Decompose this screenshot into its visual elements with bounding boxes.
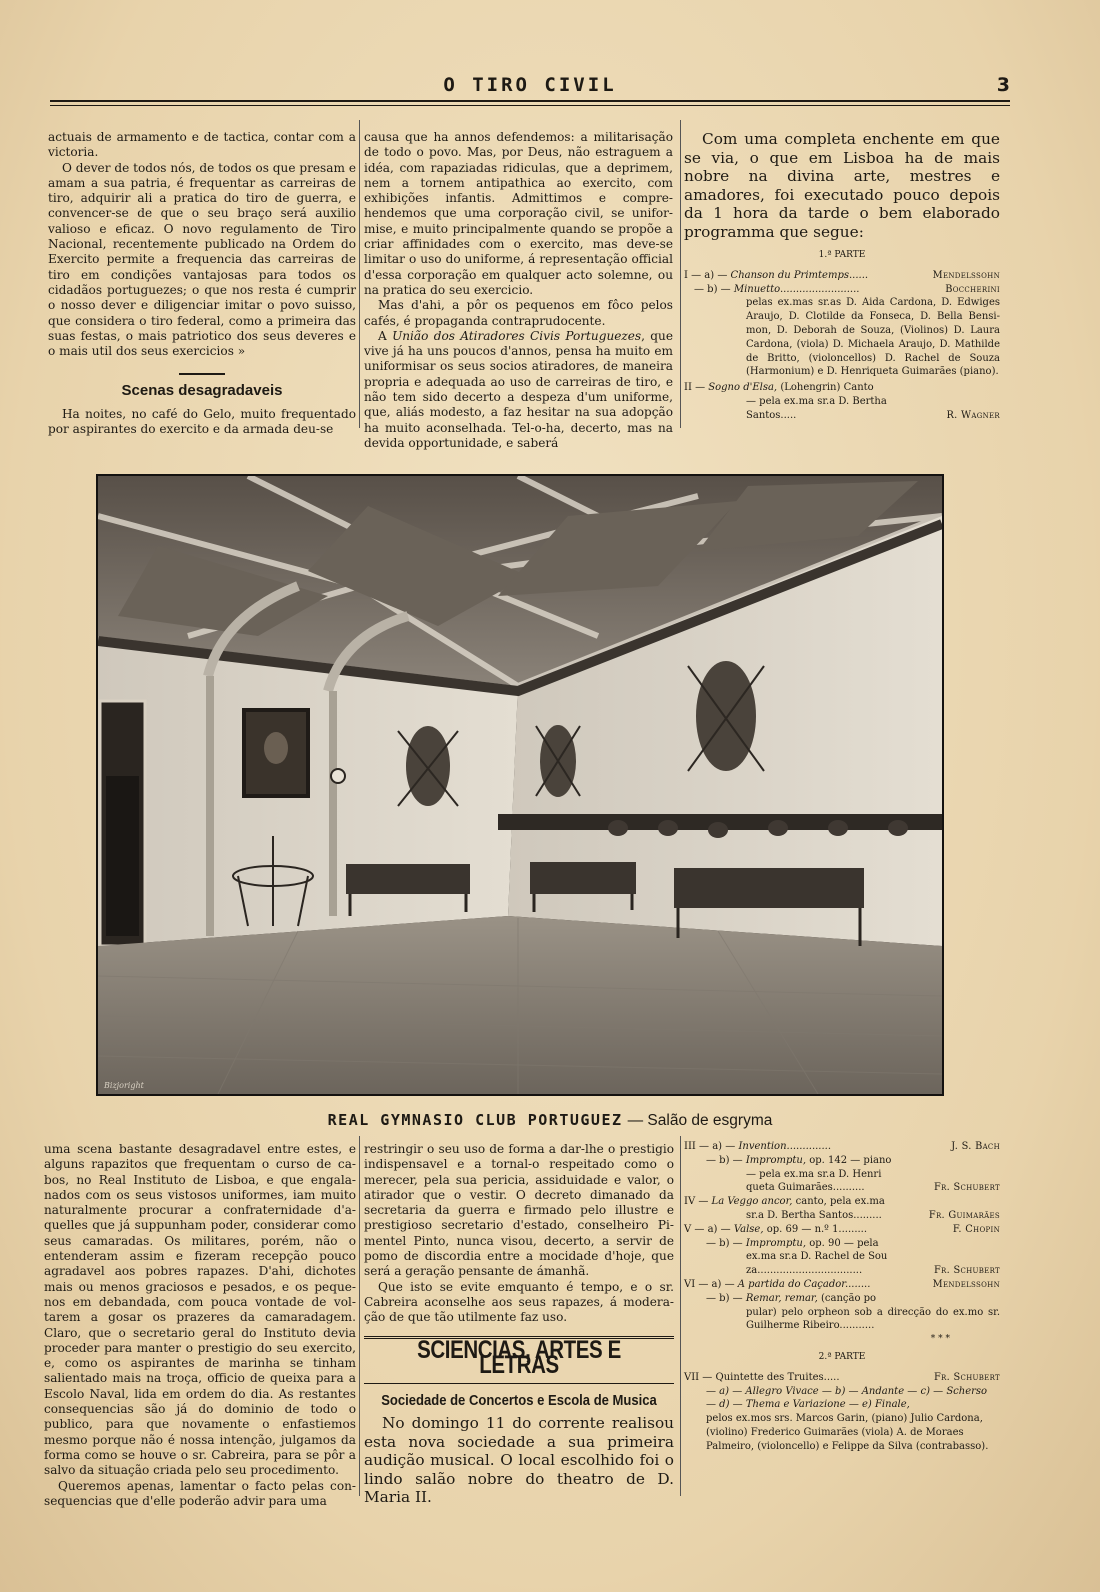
column-separator xyxy=(680,1136,681,1496)
piece-title: Valse, xyxy=(733,1223,764,1235)
organization-name: União dos Atiradores Civis Portuguezes xyxy=(392,328,642,343)
caption-title: REAL GYMNASIO CLUB PORTUGUEZ xyxy=(327,1111,623,1129)
paragraph: actuais de armamento e de tactica, contar com a victoria. xyxy=(48,130,356,160)
composer: Fr. Schubert xyxy=(933,1265,1000,1277)
item-number: I — a) — xyxy=(684,269,728,281)
item-number: IV — xyxy=(684,1196,709,1208)
part-heading: 2.ª PARTE xyxy=(818,1351,866,1362)
text: , que vive já ha uns poucos d'annos, pensa ha muito em uniformisar os seus socios atiradores, de maneira propria e adequada ao uso de carreiras de tiro, e não tem sido decerto a despeza d'um uniforme, que, aliás modesto, a faz hesitar na sua adopção ha muito aconselhada. Tel-o-ha, decerto, mas na devida opportunidade, e saberá xyxy=(364,328,673,450)
piece-title: Impromptu, xyxy=(745,1154,807,1166)
piece-title: Chanson du Primtemps...... xyxy=(730,269,869,281)
composer: Boccherini xyxy=(945,283,1000,295)
piece-title: Quintette des Truites..... xyxy=(715,1371,840,1383)
programme-item xyxy=(684,1371,1000,1385)
column-1-top xyxy=(48,130,356,437)
fencing-hall-illustration xyxy=(98,476,942,1094)
divider xyxy=(179,373,225,375)
performers: za................................. xyxy=(746,1265,863,1277)
article-body xyxy=(364,1414,674,1507)
composer: F. Chopin xyxy=(952,1223,1000,1235)
programme-item xyxy=(684,1223,1000,1237)
part-heading: 1.ª PARTE xyxy=(818,250,866,260)
paragraph: No domingo 11 do corrente realisou esta nova sociedade a sua primeira audição musical. O local escolhido foi o lindo salão nobre do theatro de D. Maria II. xyxy=(364,1414,674,1507)
composer: R. Wagner xyxy=(946,409,1000,421)
piece-detail: op. 69 — n.º 1......... xyxy=(766,1223,868,1235)
column-1-bottom xyxy=(44,1142,356,1509)
programme-item xyxy=(684,1140,1000,1154)
item-number: — b) — xyxy=(706,1154,743,1166)
programme-item xyxy=(684,283,1000,297)
performers: ex.ma sr.a D. Rachel de Sou xyxy=(746,1251,888,1263)
composer: Fr. Schubert xyxy=(933,1371,1000,1383)
piece-detail: op. 142 — piano xyxy=(809,1154,892,1166)
piece-title: Impromptu, xyxy=(745,1237,807,1249)
column-separator xyxy=(359,120,360,428)
piece-title: A partida do Caçador........ xyxy=(737,1278,871,1290)
performers: — pela ex.ma sr.a D. Henri xyxy=(746,1168,882,1180)
programme-item xyxy=(684,1181,1000,1195)
paragraph: Queremos apenas, lamentar o facto pelas consequencias que d'elle poderão advir para uma xyxy=(44,1478,356,1508)
piece-detail: (canção po xyxy=(820,1292,877,1304)
column-separator xyxy=(680,120,681,428)
performers: sr.a D. Bertha Santos......... xyxy=(746,1209,882,1221)
programme-item xyxy=(684,1278,1000,1292)
composer: Fr. Guimarães xyxy=(928,1209,1000,1221)
paragraph: Com uma completa enchente em que se via, o que em Lisboa ha de mais nobre na divina arte, mestres e amadores, foi executado pouco depois da 1 hora da tarde o bem elaborado programma que segue: xyxy=(684,130,1000,241)
column-3-top xyxy=(684,130,1000,423)
item-number: — b) — xyxy=(694,283,731,295)
artist-signature: Bizjoright xyxy=(104,1081,144,1090)
performers: queta Guimarães.......... xyxy=(746,1182,865,1194)
performers: pular) pelo orpheon sob a direcção do ex.mo sr. Guilherme Ribeiro........... xyxy=(746,1306,1000,1332)
performers: pelas ex.mas sr.as D. Aida Cardona, D. Edwiges Araujo, D. Clotilde da Fonseca, D. Bella Bensimon, D. Deborah de Souza, (Violinos) D. Laura Cardona, (viola) D. Michaela Araujo, D. Mathilde de Britto, (violoncellos) D. Rachel de Souza (Harmonium) e D. Henriqueta Guimarães (piano). xyxy=(746,297,1000,378)
movements: — a) — Allegro Vivace — b) — Andante — c) — Scherso — d) — Thema e Variazione — e) Finale, xyxy=(706,1385,988,1411)
header-rule xyxy=(50,100,1010,102)
piece-title: Minuetto......................... xyxy=(733,283,860,295)
piece-title: Invention.............. xyxy=(738,1141,832,1152)
page-number: 3 xyxy=(996,74,1010,96)
programme-item xyxy=(684,1209,1000,1223)
paragraph: restringir o seu uso de forma a dar-lhe o prestigio indispensavel e a tornal-o respeitado como o merecer, pela sua pericia, assiduidade e valor, o atirador que o vestir. O decreto dimanado da secretaria da guerra e firmado pelo illustre e prestigioso secretario d'estado, conselheiro Pimentel Pinto, nunca visou, decerto, a servir de pomo de discordia entre a mocidade d'hoje, que será a geração pensante de ámanhã. xyxy=(364,1142,674,1279)
item-number: V — a) — xyxy=(684,1223,731,1235)
ornament: * * * xyxy=(930,1334,950,1345)
programme-item xyxy=(684,1292,1000,1306)
paragraph: Que isto se evite emquanto é tempo, e o sr. Cabreira aconselhe aos seus rapazes, á moderação de que tão utilmente faz uso. xyxy=(364,1279,674,1325)
piece-detail: op. 90 — pela xyxy=(809,1237,879,1249)
performers: pelos ex.mos srs. Marcos Garin, (piano) Julio Cardona, (violino) Frederico Guimarães (viola) A. de Moraes Palmeiro, (violoncello) e Felippe da Silva (contrabasso). xyxy=(706,1413,989,1452)
piece-title: Remar, remar, xyxy=(745,1292,818,1304)
programme-item xyxy=(684,409,1000,423)
item-number: — b) — xyxy=(706,1237,743,1249)
programme-item xyxy=(684,381,1000,395)
piece-detail: (Lohengrin) Canto xyxy=(780,382,874,394)
performers: — pela ex.ma sr.a D. Bertha xyxy=(746,395,887,407)
programme-item xyxy=(684,1154,1000,1168)
item-number: II — xyxy=(684,382,706,394)
paragraph: Mas d'ahi, a pôr os pequenos em fôco pelos cafés, é propaganda contraprudocente. xyxy=(364,298,673,328)
header-rule-thin xyxy=(50,105,1010,106)
paragraph: O dever de todos nós, de todos os que presam e amam a sua patria, é frequentar as carreiras de tiro, adquirir ali a pratica do tiro de guerra, e convencer-se de que o seu braço será auxilio valioso e eficaz. O novo regulamento de Tiro Nacional, recentemente publicado na Ordem do Exercito permite a frequencia das carreiras de tiro em condições vantajosas para todos os cidadãos portuguezes; o que nos resta é cumprir o nosso dever e diligenciar imitar o povo suisso, que considera o tiro federal, como a primeira das suas festas, o mais patriotico dos seus deveres e o mais util dos seus exercicios » xyxy=(48,160,356,359)
programme-item xyxy=(684,269,1000,283)
article-subheading: Sociedade de Concertos e Escola de Musica xyxy=(381,1393,657,1410)
item-number: VII — xyxy=(684,1371,713,1383)
concert-programme-part2 xyxy=(684,1140,1000,1454)
composer: Mendelssohn xyxy=(932,269,1000,281)
concert-programme-part1 xyxy=(684,249,1000,423)
performers: Santos..... xyxy=(746,409,797,421)
column-2-top xyxy=(364,130,673,451)
section-title: SCIENCIAS, ARTES E LETRAS xyxy=(417,1335,621,1379)
piece-title: Sogno d'Elsa, xyxy=(708,382,778,394)
subheading-scenas: Scenas desagradaveis xyxy=(121,382,283,400)
masthead: O TIRO CIVIL xyxy=(443,74,617,96)
caption-subtitle: — Salão de esgryma xyxy=(627,1112,773,1129)
item-number: VI — a) — xyxy=(684,1278,735,1290)
fencing-hall-photo xyxy=(96,474,944,1096)
photo-caption xyxy=(50,1110,1050,1130)
piece-title: La Veggo ancor, xyxy=(711,1196,793,1208)
paragraph: Ha noites, no café do Gelo, muito frequentado por aspirantes do exercito e da armada deu-se xyxy=(48,406,356,437)
page-header xyxy=(50,70,1010,110)
item-number: — b) — xyxy=(706,1292,743,1304)
item-number: III — a) — xyxy=(684,1141,736,1152)
paragraph: causa que ha annos defendemos: a militarisação de todo o povo. Mas, por Deus, não estraguem a idéa, com rapaziadas ridiculas, que a deprimem, nem a tornem antipathica ao exercito, com exhibições infantis. Admittimos e comprehendemos que uma corporação civil, se uniformise, e muito principalmente quando se propõe a criar affinidades com o exercito, mas deve-se limitar o uso do uniforme, á representação official d'essa corporação em qualquer acto solemne, ou na pratica do seu exercicio. xyxy=(364,130,673,297)
column-separator xyxy=(359,1136,360,1496)
programme-item xyxy=(684,1237,1000,1251)
text: A xyxy=(378,328,393,343)
column-2-bottom xyxy=(364,1142,674,1507)
paragraph: uma scena bastante desagradavel entre estes, e alguns rapazitos que frequentam o curso de cabos, no Real Instituto de Lisboa, e que engalanados com os seus vistosos uniformes, iam muito naturalmente procurar a confraternidade d'aquelles que já suppunham poder, considerar como seus camaradas. Os militares, porém, não o entenderam assim e fizeram recepção pouco agradavel aos pobres rapazes. D'ahi, dichotes mais ou menos graciosos e pesados, e os pequenos em debandada, com pouca vontade de voltarem a gosar os prazeres da camaradagem. Claro, que o secretario geral do Instituto devia proceder para manter o prestigio do seu exercito, e, como os aspirantes de marinha se tinham salientado mais na troça, officio de queixa para a Escolo Naval, lida em ordem do dia. As restantes consequencias são já do dominio de todo o publico, para que novamente o enfastiemos mesmo porque não é nossa intenção, julgamos da forma como se houve o sr. Cabreira, para se pôr a salvo da situação criada pelo seu procedimento. xyxy=(44,1142,356,1478)
section-banner xyxy=(364,1336,674,1385)
composer: Mendelssohn xyxy=(932,1278,1000,1290)
programme-item xyxy=(684,1264,1000,1278)
programme-item xyxy=(684,1195,1000,1209)
piece-detail: canto, pela ex.ma xyxy=(795,1196,885,1208)
composer: Fr. Schubert xyxy=(933,1182,1000,1194)
composer: J. S. Bach xyxy=(951,1141,1000,1152)
paragraph xyxy=(364,329,673,451)
concert-intro xyxy=(684,130,1000,241)
